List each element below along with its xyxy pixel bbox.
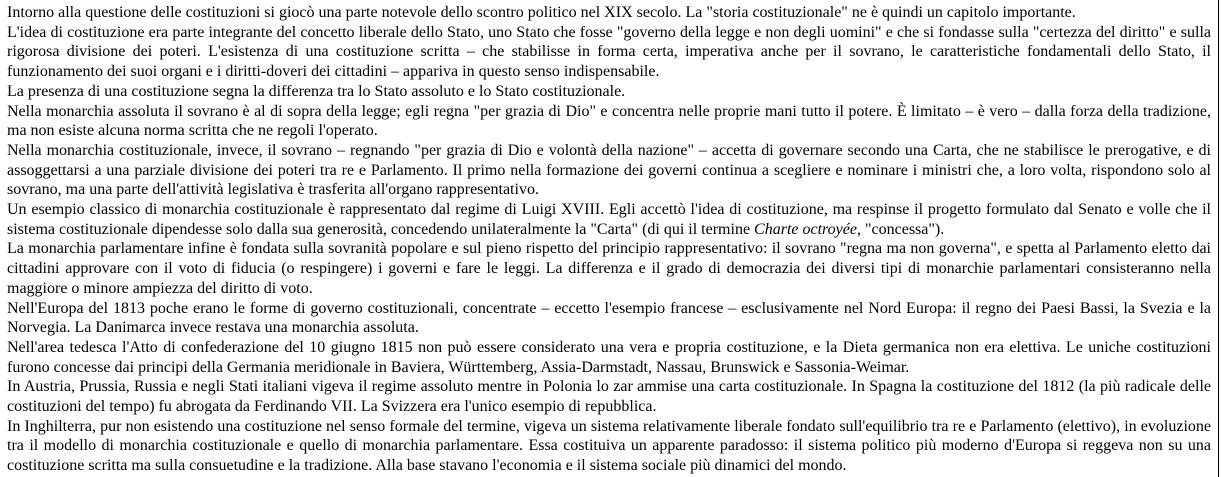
paragraph-monarchia-parlamentare: La monarchia parlamentare infine è fondata sulla sovranità popolare e sul pieno rispetto del principio rappresentativo: il sovrano "regna ma non governa", e spetta al Parlamento eletto dai cittadini approvare con il voto di fiducia (o respingere) i governi e fare le leggi. La differenza e il grado di democrazia dei diversi tipi di monarchie parlamentari consisteranno nella maggiore o minore ampiezza del diritto di voto.	[7, 240, 1211, 297]
paragraph-monarchia-costituzionale: Nella monarchia costituzionale, invece, il sovrano – regnando "per grazia di Dio e volontà della nazione" – accetta di governare secondo una Carta, che ne stabilisce le prerogative, e di assoggettarsi a una parziale divisione dei poteri tra re e Parlamento. Il primo nella formazione dei governi continua a scegliere e nominare i ministri che, a loro volta, rispondono solo al sovrano, ma una parte dell'attività legislativa è trasferita all'organo rappresentativo.	[7, 141, 1211, 199]
text-block	[7, 3, 1211, 476]
italic-term-charte-octroyee: Charte octroyée,	[754, 220, 861, 238]
page-right-border	[1218, 0, 1219, 477]
paragraph-text-post: "concessa").	[860, 220, 945, 238]
paragraph-austria-prussia-russia: In Austria, Prussia, Russia e negli Stati italiani vigeva il regime assoluto mentre in Polonia lo zar ammise una carta costituzionale. In Spagna la costituzione del 1812 (la più radicale delle costituzioni del tempo) fu abrogata da Ferdinando VII. La Svizzera era l'unico esempio di repubblica.	[7, 378, 1211, 416]
paragraph-intro: Intorno alla questione delle costituzioni si giocò una parte notevole dello scontro politico nel XIX secolo. La "storia costituzionale" ne è quindi un capitolo importante.	[7, 4, 1076, 21]
paragraph-luigi-xviii	[7, 200, 1211, 239]
paragraph-text-pre: Un esempio classico di monarchia costituzionale è rappresentato dal regime di Luigi XVIII. Egli accettò l'idea di costituzione, ma respinse il progetto formulato dal Senato e volle che il sistema costituzionale dipendesse solo dalla sua generosità, concedendo unilateralmente la "Carta" (di qui il termine	[7, 201, 1211, 238]
paragraph-inghilterra: In Inghilterra, pur non esistendo una costituzione nel senso formale del termine, vigeva un sistema relativamente liberale fondato sull'equilibrio tra re e Parlamento (elettivo), in evoluzione tra il modello di monarchia costituzionale e quello di monarchia parlamentare. Essa costituiva un apparente paradosso: il sistema politico più moderno d'Europa si reggeva non su una costituzione scritta ma sulla consuetudine e la tradizione. Alla base stavano l'economia e il sistema sociale più dinamici del mondo.	[7, 417, 1211, 475]
paragraph-area-tedesca: Nell'area tedesca l'Atto di confederazione del 10 giugno 1815 non può essere considerato una vera e propria costituzione, e la Dieta germanica non era elettiva. Le uniche costituzioni furono concesse dai principi della Germania meridionale in Baviera, Württemberg, Assia-Darmstadt, Nassau, Brunswick e Sassonia-Weimar.	[7, 338, 1211, 376]
paragraph-europa-1813: Nell'Europa del 1813 poche erano le forme di governo costituzionali, concentrate – eccetto l'esempio francese – esclusivamente nel Nord Europa: il regno dei Paesi Bassi, la Svezia e la Norvegia. La Danimarca invece restava una monarchia assoluta.	[7, 299, 1211, 337]
paragraph-monarchia-assoluta: Nella monarchia assoluta il sovrano è al di sopra della legge; egli regna "per grazia di Dio" e concentra nelle proprie mani tutto il potere. È limitato – è vero – dalla forza della tradizione, ma non esiste alcuna norma scritta che ne regoli l'operato.	[7, 102, 1211, 140]
paragraph-idea-costituzione: L'idea di costituzione era parte integrante del concetto liberale dello Stato, uno Stato che fosse "governo della legge e non degli uomini" e che si fondasse sulla "certezza del diritto" e sulla rigorosa divisione dei poteri. L'esistenza di una costituzione scritta – che stabilisse in forma certa, imperativa anche per il sovrano, le caratteristiche fondamentali dello Stato, il funzionamento dei suoi organi e i diritti-doveri dei cittadini – appariva in questo senso indispensabile.	[7, 23, 1211, 81]
paragraph-presenza-costituzione: La presenza di una costituzione segna la differenza tra lo Stato assoluto e lo Stato costituzionale.	[7, 82, 626, 100]
